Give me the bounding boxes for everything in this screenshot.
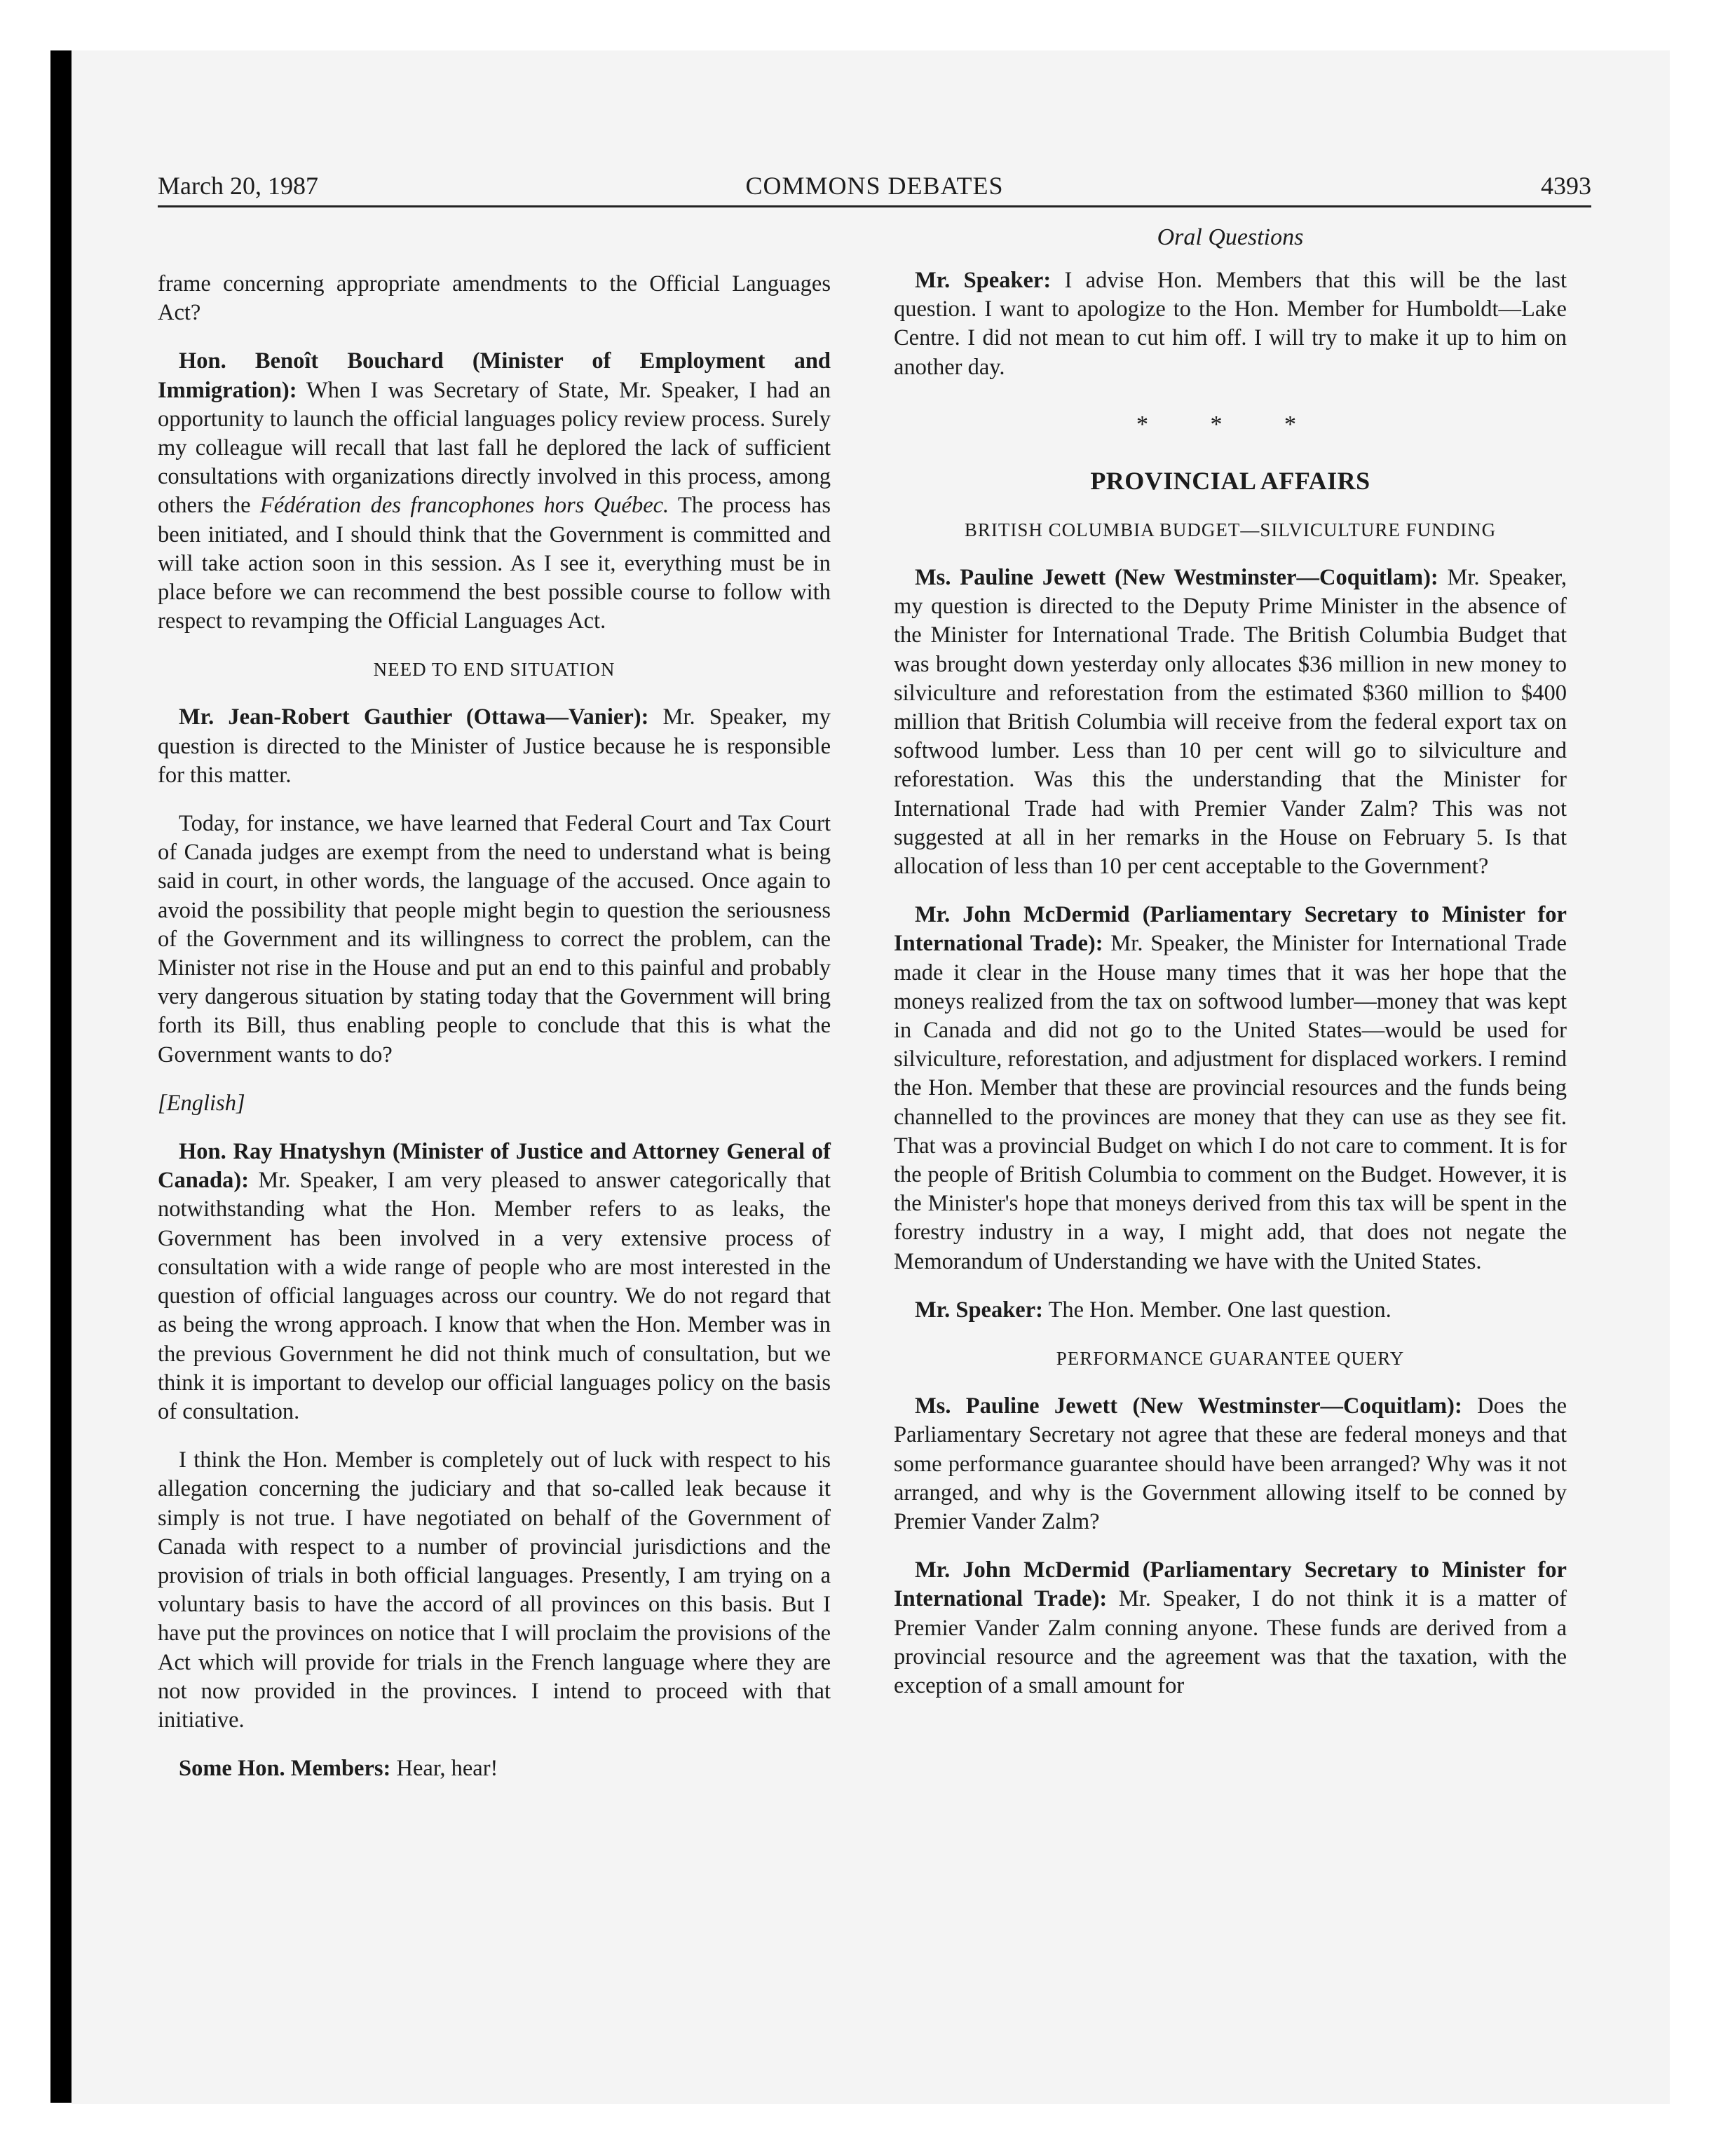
speaker-name: Hon. Benoît Bouchard (Minister of Employment and Immigration): <box>158 348 831 403</box>
speech-text: The Hon. Member. One last question. <box>1042 1297 1392 1323</box>
paragraph <box>894 901 1567 1276</box>
speaker-name: Ms. Pauline Jewett (New Westminster—Coquitlam): <box>915 1393 1462 1419</box>
speech-italic: Fédération des francophones hors Québec. <box>259 493 669 519</box>
speech-text: Mr. Speaker, the Minister for International Trade made it clear in the House many times that it was her hope that the moneys realized from the tax on softwood lumber—money that was kept in Canada and did not go to the United States—would be used for silviculture, reforestation, and adjustment for displaced workers. I remind the Hon. Member that these are provincial resources and the funds being channelled to the provinces are money that they can use as they see fit. That was a provincial Budget on which I do not care to comment. It is for the people of British Columbia to comment on the Budget. However, it is the Minister's hope that moneys derived from this tax will be spent in the forestry industry in a way, I might add, that does not negate the Memorandum of Understanding we have with the United States. <box>894 931 1567 1274</box>
speech-text: Mr. Speaker, I am very pleased to answer categorically that notwithstanding what the Hon. Member refers to as leaks, the Government has been involved in a very extensive process of consultation with a wide range of people who are most interested in the question of official languages across our country. We do not regard that as being the wrong approach. I know that when the Hon. Member was in the previous Government he did not think much of consultation, but we think it is important to develop our official languages policy on the basis of consultation. <box>158 1168 831 1424</box>
speech-text: When I was Secretary of State, Mr. Speaker, I had an opportunity to launch the official languages policy review process. Surely my colleague will recall that last fall he deplored the lack of sufficient consultations with organizations directly involved in this process, among others the <box>158 377 831 519</box>
paragraph <box>158 1138 831 1426</box>
paragraph: Today, for instance, we have learned that Federal Court and Tax Court of Canada judges are exempt from the need to understand what is being said in court, in other words, the language of the accused. Once again to avoid the possibility that people might begin to question the seriousness of the Government and its willingness to correct the problem, can the Minister not rise in the House and put an end to this painful and probably very dangerous situation by stating today that the Government will bring forth its Bill, thus enabling people to conclude that this is what the Government wants to do? <box>158 811 831 1067</box>
speech-text: Does the Parliamentary Secretary not agree that these are federal moneys and that some performance guarantee should have been arranged? Why was it not arranged, and why is the Government allowing itself to be conned by Premier Vander Zalm? <box>894 1393 1567 1534</box>
paragraph: I think the Hon. Member is completely out of luck with respect to his allegation concerning the judiciary and that so-called leak because it simply is not true. I have negotiated on behalf of the Government of Canada with respect to a number of provincial jurisdictions and the provision of trials in both official languages. Presently, I am trying on a voluntary basis to have the accord of all provinces on this basis. But I have put the provinces on notice that I will proclaim the provisions of the Act which will provide for trials in the French language where they are not now provided in the provinces. I intend to proceed with that initiative. <box>158 1447 831 1733</box>
right-column <box>894 223 1567 1720</box>
speech-text: Mr. Speaker, my question is directed to the Deputy Prime Minister in the absence of the Minister for International Trade. The British Columbia Budget that was brought down yesterday only allocates $36 million in new money to silviculture and reforestation from the estimated $360 million to $400 million that British Columbia will receive from the federal export tax on softwood lumber. Less than 10 per cent will go to silviculture and reforestation. Was this the understanding that the Minister for International Trade had with Premier Vander Zalm? This was not suggested at all in her remarks in the House on February 5. Is that allocation of less than 10 per cent acceptable to the Government? <box>894 565 1567 880</box>
header-rule <box>158 205 1591 207</box>
speech-text: Mr. Speaker, my question is directed to the Minister of Justice because he is responsible for this matter. <box>158 704 831 788</box>
speaker-name: Mr. John McDermid (Parliamentary Secretary to Minister for International Trade): <box>894 902 1567 957</box>
speaker-name: Mr. Jean-Robert Gauthier (Ottawa—Vanier): <box>179 704 649 730</box>
header-title: COMMONS DEBATES <box>745 172 1004 200</box>
speech-text: Mr. Speaker, I do not think it is a matter of Premier Vander Zalm conning anyone. These funds are derived from a provincial resource and the agreement was that the taxation, with the exception of a small amount for <box>894 1586 1567 1698</box>
scan-edge-bar <box>50 50 72 2103</box>
speaker-name: Mr. John McDermid (Parliamentary Secretary to Minister for International Trade): <box>894 1557 1567 1612</box>
paragraph <box>894 1556 1567 1700</box>
speech-text: Hear, hear! <box>390 1756 498 1782</box>
speech-text: I advise Hon. Members that this will be the last question. I want to apologize to the Hon. Member for Humboldt—Lake Centre. I did not mean to cut him off. I will try to make it up to him on another day. <box>894 268 1567 380</box>
language-marker: [English] <box>158 1090 245 1116</box>
subheading: PERFORMANCE GUARANTEE QUERY <box>1056 1348 1405 1370</box>
paragraph <box>894 266 1567 382</box>
section-heading: PROVINCIAL AFFAIRS <box>1090 467 1370 496</box>
left-column <box>158 270 831 1803</box>
speaker-name: Some Hon. Members: <box>179 1756 391 1782</box>
speaker-name: Mr. Speaker: <box>915 268 1052 293</box>
paragraph <box>894 564 1567 881</box>
header-date: March 20, 1987 <box>158 172 318 200</box>
speech-text: The process has been initiated, and I should think that the Government is committed and will take action soon in this session. As I see it, everything must be in place before we can recommend the best possible course to follow with respect to revamping the Official Languages Act. <box>158 493 831 634</box>
speaker-name: Ms. Pauline Jewett (New Westminster—Coquitlam): <box>915 565 1438 591</box>
paragraph <box>894 1392 1567 1536</box>
paragraph <box>158 703 831 790</box>
running-head: Oral Questions <box>1157 224 1304 250</box>
subheading: BRITISH COLUMBIA BUDGET—SILVICULTURE FUNDING <box>964 519 1497 541</box>
paragraph <box>158 1754 831 1783</box>
page-header <box>158 171 1591 206</box>
speaker-name: Hon. Ray Hnatyshyn (Minister of Justice and Attorney General of Canada): <box>158 1139 831 1194</box>
header-page-number: 4393 <box>1541 172 1591 200</box>
paragraph <box>894 1296 1567 1325</box>
paragraph: frame concerning appropriate amendments to the Official Languages Act? <box>158 271 831 326</box>
subheading: NEED TO END SITUATION <box>373 659 615 681</box>
paragraph <box>158 347 831 636</box>
section-separator: * * * <box>1136 411 1324 437</box>
speaker-name: Mr. Speaker: <box>915 1297 1043 1323</box>
